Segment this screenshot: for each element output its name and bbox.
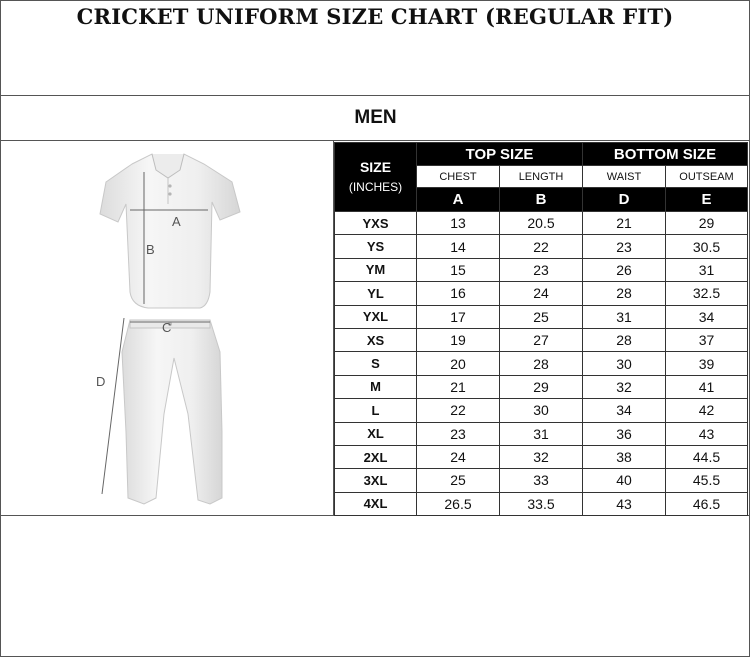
chest-cell: 26.5 — [417, 492, 500, 515]
waist-cell: 38 — [583, 445, 666, 468]
length-cell: 32 — [500, 445, 583, 468]
table-row — [335, 352, 748, 375]
outseam-cell: 31 — [666, 258, 748, 281]
size-cell: YM — [335, 258, 417, 281]
page-title: CRICKET UNIFORM SIZE CHART (REGULAR FIT) — [76, 4, 674, 29]
size-cell: YXL — [335, 305, 417, 328]
size-cell: XL — [335, 422, 417, 445]
waist-cell: 21 — [583, 212, 666, 235]
table-row — [335, 492, 748, 515]
outseam-cell: 44.5 — [666, 445, 748, 468]
size-cell: 3XL — [335, 469, 417, 492]
outseam-cell: 42 — [666, 399, 748, 422]
length-cell: 33 — [500, 469, 583, 492]
chest-cell: 15 — [417, 258, 500, 281]
column-letter-b: B — [500, 188, 583, 212]
waist-cell: 26 — [583, 258, 666, 281]
size-cell: M — [335, 375, 417, 398]
waist-cell: 40 — [583, 469, 666, 492]
chest-cell: 14 — [417, 235, 500, 258]
column-header-length: LENGTH — [500, 166, 583, 188]
table-row — [335, 328, 748, 351]
size-cell: XS — [335, 328, 417, 351]
length-cell: 20.5 — [500, 212, 583, 235]
column-header-outseam: OUTSEAM — [666, 166, 748, 188]
table-row — [335, 399, 748, 422]
section-label: MEN — [354, 107, 397, 128]
table-row — [335, 212, 748, 235]
waist-cell: 43 — [583, 492, 666, 515]
chest-cell: 21 — [417, 375, 500, 398]
outseam-cell: 30.5 — [666, 235, 748, 258]
size-cell: 4XL — [335, 492, 417, 515]
chest-cell: 24 — [417, 445, 500, 468]
chest-cell: 16 — [417, 282, 500, 305]
uniform-illustration — [60, 142, 330, 514]
table-row — [335, 375, 748, 398]
outseam-cell: 34 — [666, 305, 748, 328]
marker-d: D — [96, 374, 106, 389]
table-row — [335, 282, 748, 305]
column-letter-a: A — [417, 188, 500, 212]
uniform-drawing — [60, 142, 330, 514]
outseam-cell: 39 — [666, 352, 748, 375]
size-header-cell — [335, 143, 417, 212]
outseam-cell: 41 — [666, 375, 748, 398]
shirt-shape — [100, 154, 240, 308]
divider-section — [0, 140, 750, 141]
waist-cell: 28 — [583, 282, 666, 305]
marker-b: B — [146, 242, 155, 257]
outseam-cell: 46.5 — [666, 492, 748, 515]
trousers-shape — [122, 320, 222, 504]
chest-cell: 20 — [417, 352, 500, 375]
size-cell: YXS — [335, 212, 417, 235]
waist-cell: 28 — [583, 328, 666, 351]
size-cell: YS — [335, 235, 417, 258]
divider-top — [0, 95, 750, 96]
size-unit: (INCHES) — [348, 180, 403, 194]
size-cell: S — [335, 352, 417, 375]
group-header-bottom: BOTTOM SIZE — [583, 143, 748, 166]
waist-cell: 30 — [583, 352, 666, 375]
size-header: SIZE — [359, 159, 392, 175]
chest-cell: 22 — [417, 399, 500, 422]
length-cell: 24 — [500, 282, 583, 305]
column-header-waist: WAIST — [583, 166, 666, 188]
waist-cell: 23 — [583, 235, 666, 258]
length-cell: 29 — [500, 375, 583, 398]
marker-c: C — [162, 320, 172, 335]
size-cell: L — [335, 399, 417, 422]
table-row — [335, 469, 748, 492]
length-cell: 23 — [500, 258, 583, 281]
length-cell: 28 — [500, 352, 583, 375]
waist-cell: 32 — [583, 375, 666, 398]
table-row — [335, 305, 748, 328]
chest-cell: 23 — [417, 422, 500, 445]
size-cell: 2XL — [335, 445, 417, 468]
length-cell: 31 — [500, 422, 583, 445]
table-row — [335, 258, 748, 281]
waist-cell: 34 — [583, 399, 666, 422]
size-chart-table — [334, 142, 748, 516]
waist-cell: 31 — [583, 305, 666, 328]
chest-cell: 17 — [417, 305, 500, 328]
length-cell: 33.5 — [500, 492, 583, 515]
table-row — [335, 235, 748, 258]
outseam-cell: 32.5 — [666, 282, 748, 305]
chest-cell: 25 — [417, 469, 500, 492]
length-cell: 30 — [500, 399, 583, 422]
length-cell: 22 — [500, 235, 583, 258]
column-header-chest: CHEST — [417, 166, 500, 188]
length-cell: 25 — [500, 305, 583, 328]
chest-cell: 13 — [417, 212, 500, 235]
outseam-cell: 43 — [666, 422, 748, 445]
chest-cell: 19 — [417, 328, 500, 351]
table-row — [335, 422, 748, 445]
outseam-cell: 45.5 — [666, 469, 748, 492]
length-cell: 27 — [500, 328, 583, 351]
outseam-cell: 37 — [666, 328, 748, 351]
column-letter-d: D — [583, 188, 666, 212]
marker-a: A — [172, 214, 181, 229]
outseam-cell: 29 — [666, 212, 748, 235]
size-cell: YL — [335, 282, 417, 305]
column-letter-e: E — [666, 188, 748, 212]
waist-cell: 36 — [583, 422, 666, 445]
group-header-top: TOP SIZE — [417, 143, 583, 166]
table-row — [335, 445, 748, 468]
